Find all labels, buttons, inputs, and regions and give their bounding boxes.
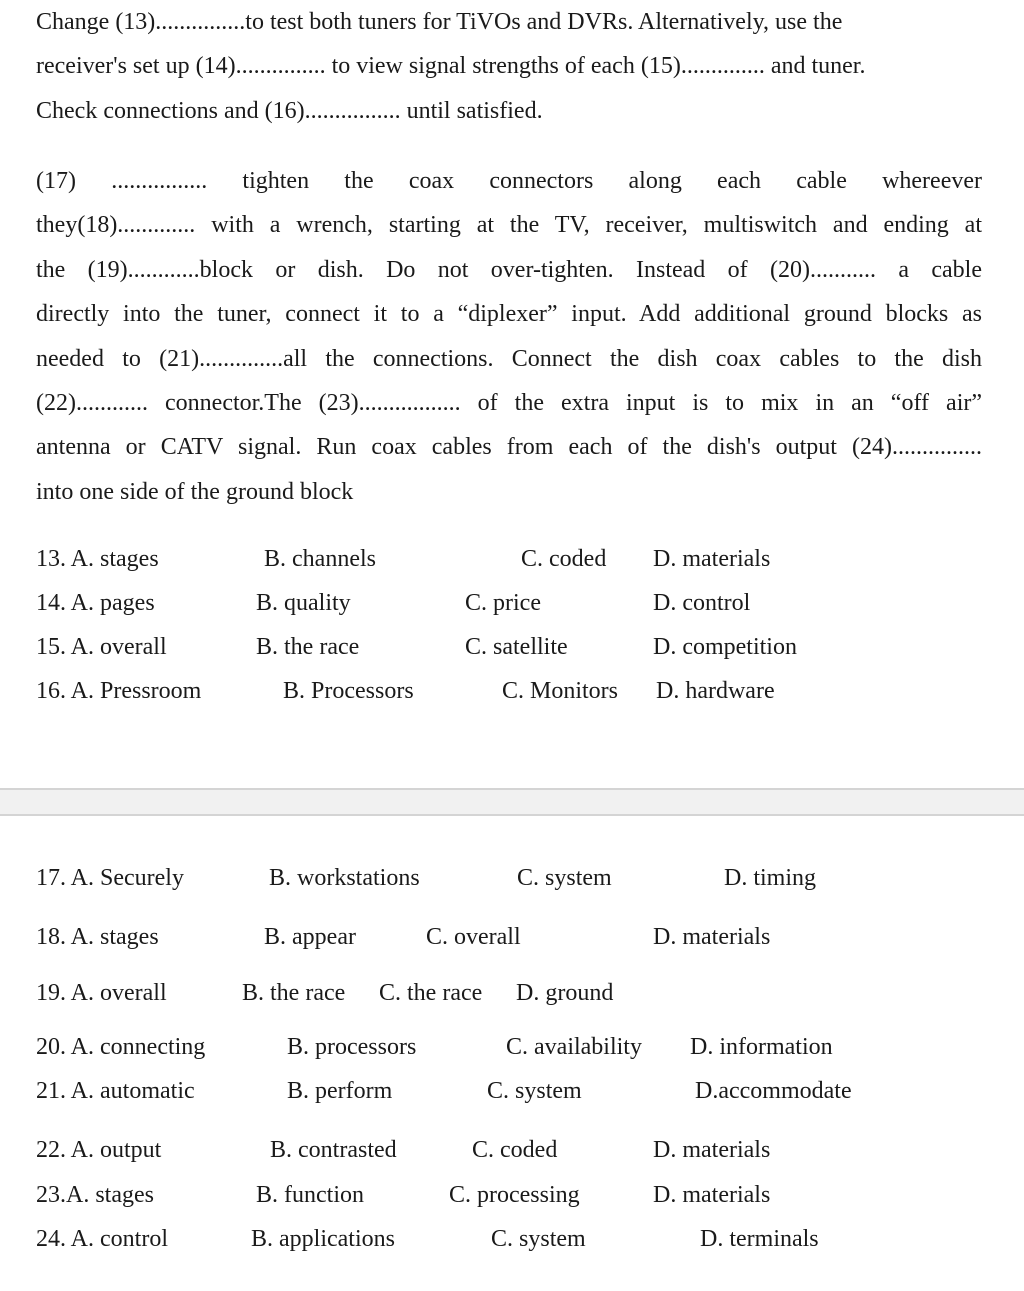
option-c: C. overall (426, 924, 521, 950)
question-row-22 (0, 1137, 1024, 1171)
option-d: D. materials (653, 924, 771, 950)
option-b: B. channels (264, 546, 376, 572)
question-row-23 (0, 1182, 1024, 1216)
option-d: D. information (690, 1034, 833, 1060)
page-break-separator (0, 788, 1024, 816)
passage-line: Check connections and (16)................ until satisfied. (36, 97, 543, 124)
option-d: D. competition (653, 634, 797, 660)
question-row-24 (0, 1226, 1024, 1260)
option-a: 21. A. automatic (36, 1078, 195, 1104)
option-c: C. satellite (465, 634, 568, 660)
passage-line: the (19)............block or dish. Do not over-tighten. Instead of (20)........... a cable (36, 256, 982, 283)
option-b: B. perform (287, 1078, 393, 1104)
option-b: B. applications (251, 1226, 395, 1252)
option-b: B. quality (256, 590, 351, 616)
option-d: D. hardware (656, 678, 775, 704)
passage-line: (22)............ connector.The (23)................. of the extra input is to mix in an “off air” (36, 390, 982, 417)
option-c: C. system (491, 1226, 586, 1252)
option-c: C. system (517, 865, 612, 891)
option-b: B. function (256, 1182, 364, 1208)
question-row-15 (0, 634, 1024, 668)
option-d: D. timing (724, 865, 817, 891)
question-row-16 (0, 678, 1024, 712)
option-a: 18. A. stages (36, 924, 159, 950)
option-a: 20. A. connecting (36, 1034, 206, 1060)
option-d: D. materials (653, 1182, 771, 1208)
option-a: 17. A. Securely (36, 865, 184, 891)
passage-line: they(18)............. with a wrench, starting at the TV, receiver, multiswitch and ending at (36, 212, 982, 239)
passage-paragraph-2 (36, 159, 982, 514)
option-a: 14. A. pages (36, 590, 155, 616)
passage-line: antenna or CATV signal. Run coax cables from each of the dish's output (24)............... (36, 434, 982, 461)
option-c: C. system (487, 1078, 582, 1104)
option-d: D. materials (653, 546, 771, 572)
option-c: C. Monitors (502, 678, 619, 704)
option-b: B. workstations (269, 865, 420, 891)
option-c: C. coded (472, 1137, 558, 1163)
option-b: B. contrasted (270, 1137, 397, 1163)
question-row-19 (0, 980, 1024, 1014)
option-a: 23.A. stages (36, 1182, 154, 1208)
option-a: 24. A. control (36, 1226, 168, 1252)
option-d: D. materials (653, 1137, 771, 1163)
passage-line: receiver's set up (14)............... to view signal strengths of each (15).............. and tuner. (36, 53, 866, 80)
option-d: D. control (653, 590, 751, 616)
option-a: 19. A. overall (36, 980, 167, 1006)
option-d: D. ground (516, 980, 614, 1006)
passage-line: needed to (21)..............all the connections. Connect the dish coax cables to the dish (36, 345, 982, 372)
option-b: B. appear (264, 924, 356, 950)
option-b: B. processors (287, 1034, 417, 1060)
question-row-21 (0, 1078, 1024, 1112)
passage-line: Change (13)...............to test both tuners for TiVOs and DVRs. Alternatively, use the (36, 9, 843, 35)
option-d: D. terminals (700, 1226, 819, 1252)
option-d: D.accommodate (695, 1078, 852, 1104)
option-c: C. processing (449, 1182, 580, 1208)
option-a: 13. A. stages (36, 546, 159, 572)
option-c: C. availability (506, 1034, 642, 1060)
option-a: 22. A. output (36, 1137, 162, 1163)
option-b: B. Processors (283, 678, 414, 704)
question-row-13 (0, 546, 1024, 580)
option-a: 15. A. overall (36, 634, 167, 660)
question-row-17 (0, 865, 1024, 899)
question-row-14 (0, 590, 1024, 624)
option-a: 16. A. Pressroom (36, 678, 202, 704)
passage-line: (17) ................ tighten the coax connectors along each cable whereever (36, 168, 982, 194)
question-row-18 (0, 924, 1024, 958)
option-b: B. the race (242, 980, 346, 1006)
question-row-20 (0, 1034, 1024, 1068)
passage-line: directly into the tuner, connect it to a “diplexer” input. Add additional ground blocks as (36, 301, 982, 328)
passage-paragraph-1 (36, 0, 982, 133)
option-c: C. price (465, 590, 541, 616)
option-b: B. the race (256, 634, 360, 660)
option-c: C. the race (379, 980, 483, 1006)
option-c: C. coded (521, 546, 607, 572)
passage-line: into one side of the ground block (36, 478, 354, 505)
